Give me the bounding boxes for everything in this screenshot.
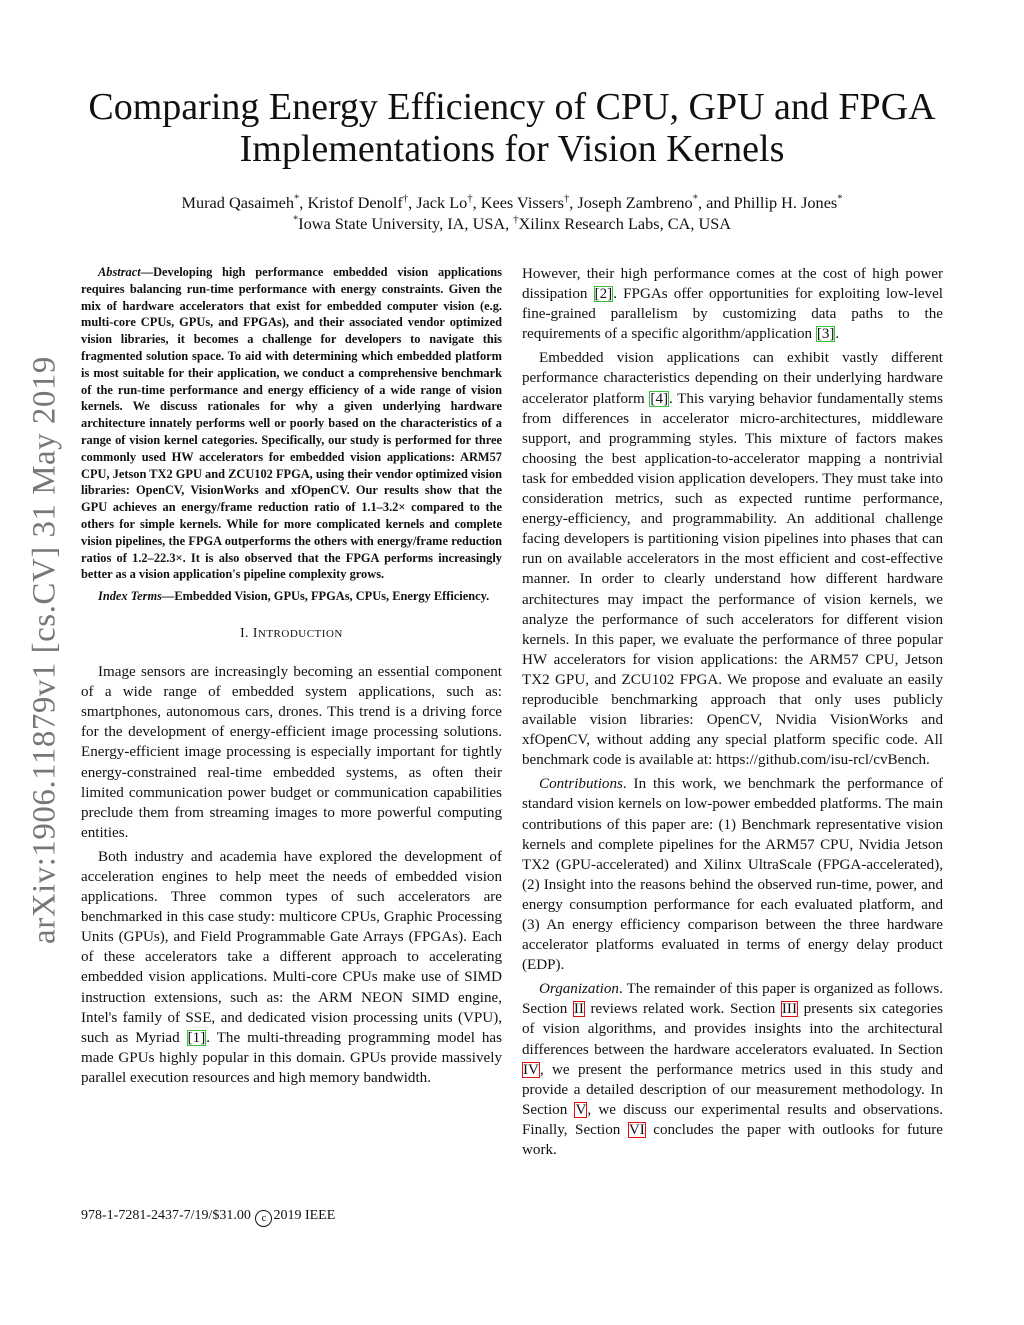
paragraph-text: . FPGAs offer opportunities for exploiting low-level fine-grained parallelism by customizing data paths to the requirements of a specific algorithm/application xyxy=(522,286,943,343)
affiliation-mark: † xyxy=(402,193,409,205)
abstract-label: Abstract xyxy=(98,265,141,279)
affiliation-mark: † xyxy=(467,193,473,205)
paragraph-text: Embedded vision applications can exhibit vastly different performance characteristics depending on their underlying hardware accelerator platform xyxy=(522,350,943,407)
section-initial: I xyxy=(252,624,258,640)
affiliation-mark: * xyxy=(292,214,299,226)
citation-link[interactable]: [2] xyxy=(594,286,613,303)
section-number: I. xyxy=(240,624,253,640)
abstract-text: —Developing high performance embedded vision applications requires balancing run-time performance with energy constraints. Given the mix of hardware accelerators that exist for embedded computer vision (e.g. multi-core CPUs, GPUs, and FPGAs), and their associated vendor optimized vision libraries, it becomes a challenge for developers to navigate this fragmented solution space. To aid with determining which embedded platform is most suitable for their application, we conduct a comprehensive benchmark of the run-time performance and energy efficiency of a wide range of vision kernels. We discuss rationales for why a given underlying hardware architecture innately performs well or poorly based on the characteristics of a range of vision kernel categories. Specifically, our study is performed for three commonly used HW accelerators for embedded vision applications: ARM57 CPU, Jetson TX2 GPU and ZCU102 FPGA, using their vendor optimized vision libraries: OpenCV, VisionWorks and xfOpenCV. Our results show that the GPU achieves an energy/frame reduction ratio of 1.1–3.2× compared to the others for simple kernels. While for more complicated kernels and complete vision pipelines, the FPGA outperforms the others with energy/frame reduction ratios of 1.2–22.3×. It is also observed that the FPGA performs increasingly better as a vision application's pipeline complexity grows. xyxy=(81,265,502,582)
abstract xyxy=(81,264,502,583)
paragraph-text: concludes the paper with outlooks for future work. xyxy=(522,1121,943,1159)
affiliation-mark: * xyxy=(294,193,300,205)
section-link[interactable]: V xyxy=(575,1101,587,1118)
copyright-icon: c xyxy=(255,1210,272,1227)
body-paragraph: Image sensors are increasingly becoming an essential component of a wide range of embedded system applications, such as: smartphones, autonomous cars, drones. This trend is a driving force for the development of energy-efficient image processing solutions. Energy-efficient image processing is especially important for tightly energy-constrained real-time embedded systems, as often their limited communication power budget or communication capabilities preclude them from streaming images to more powerful computing entities. xyxy=(81,664,502,841)
title-line-1: Comparing Energy Efficiency of CPU, GPU and FPGA xyxy=(88,86,936,128)
affiliation-mark: † xyxy=(564,193,570,205)
paper-title xyxy=(0,86,1024,170)
section-heading-introduction xyxy=(81,623,502,644)
affiliation-mark: * xyxy=(837,193,843,205)
section-link[interactable]: VI xyxy=(628,1121,645,1138)
affiliation-text: Iowa State University, IA, USA, xyxy=(298,214,514,233)
author-name: , Joseph Zambreno xyxy=(569,193,693,212)
paragraph-text: reviews related work. Section xyxy=(584,1001,781,1018)
paragraph-text: , we present the performance metrics used in this study and provide a detailed description of our measurement methodology. In Section xyxy=(522,1061,943,1118)
paragraph-lead: Contributions xyxy=(539,776,623,793)
section-link[interactable]: IV xyxy=(523,1061,539,1078)
arxiv-identifier-stamp: arXiv:1906.11879v1 [cs.CV] 31 May 2019 xyxy=(26,356,63,944)
index-terms-label: Index Terms xyxy=(98,589,162,604)
section-link[interactable]: II xyxy=(573,1001,584,1018)
author-name: , Kristof Denolf xyxy=(299,193,403,212)
paragraph-text: . The remainder of this paper is organized as follows. Section xyxy=(522,981,943,1018)
copyright-footer xyxy=(81,1208,335,1227)
author-list xyxy=(0,192,1024,213)
body-paragraph xyxy=(522,979,943,1160)
right-column xyxy=(522,264,943,1160)
affiliation-text: Xilinx Research Labs, CA, USA xyxy=(518,214,732,233)
affiliation-list xyxy=(0,213,1024,234)
paragraph-text: However, their high performance comes at the cost of high power dissipation xyxy=(522,266,943,303)
paragraph-text: . This varying behavior fundamentally stems from differences in accelerator micro-architectures, middleware support, and programming styles. This mixture of factors makes choosing the best application-to-accelerator mapping a nontrivial task for embedded vision application developers. They must take into consideration metrics, such as expected runtime performance, energy-efficiency, and programmability. An additional challenge facing developers is partitioning vision pipelines into phases that can run on available accelerators in the most efficient and cost-effective manner. In order to clearly understand how different hardware architectures may impact the performance of vision kernels, we analyze the performance of such accelerators for different vision kernels. In this paper, we evaluate the performance of three popular HW accelerators for vision applications: the ARM57 CPU, Jetson TX2 GPU, and ZCU102 FPGA. We propose and evaluate an easily reproducible benchmarking approach that only uses publicly available vision libraries: OpenCV, Nvidia VisionWorks and xfOpenCV, without adding any special platform specific code. All benchmark code is available at: https://github.com/isu-rcl/cvBench. xyxy=(522,390,943,769)
title-line-2: Implementations for Vision Kernels xyxy=(239,128,785,170)
author-name: , Jack Lo xyxy=(408,193,468,212)
citation-link[interactable]: [1] xyxy=(187,1029,206,1046)
paragraph-text: . xyxy=(835,326,840,343)
affiliation-mark: * xyxy=(692,193,698,205)
paragraph-text: Both industry and academia have explored the development of acceleration engines to help meet the needs of embedded vision applications. Three common types of such accelerators are benchmarked in this case study: multicore CPUs, Graphic Processing Units (GPUs), and Field Programmable Gate Arrays (FPGAs). Each of these accelerators take a different approach to accelerating embedded vision applications. Multi-core CPUs make use of SIMD instruction extensions, such as: the ARM NEON SIMD engine, Intel's family of SSE, and dedicated vision processing units (VPU), such as Myriad xyxy=(81,848,502,1046)
index-terms xyxy=(81,588,502,605)
paragraph-text: . The multi-threading programming model has made GPUs highly popular in this domain. GPUs provide massively parallel execution resources and high memory bandwidth. xyxy=(81,1029,502,1086)
index-terms-text: —Embedded Vision, GPUs, FPGAs, CPUs, Energy Efficiency. xyxy=(161,589,490,604)
body-paragraph xyxy=(81,847,502,1088)
affiliation-mark: † xyxy=(513,214,519,226)
section-link[interactable]: III xyxy=(781,1001,797,1018)
copyright-year-org: 2019 IEEE xyxy=(273,1208,336,1223)
left-column xyxy=(81,264,502,1088)
section-smallcaps: NTRODUCTION xyxy=(257,627,343,640)
author-name: Murad Qasaimeh xyxy=(181,193,295,212)
paragraph-text: , we discuss our experimental results and observations. Finally, Section xyxy=(522,1101,943,1138)
body-paragraph xyxy=(522,264,943,344)
paragraph-text: presents six categories of vision algorithms, and provides insights into the architectural differences between the hardware accelerators evaluated. In Section xyxy=(522,1001,943,1058)
paragraph-lead: Organization xyxy=(539,981,619,998)
body-paragraph xyxy=(522,774,943,975)
author-name: , and Phillip H. Jones xyxy=(697,193,838,212)
author-block xyxy=(0,192,1024,234)
isbn-price: 978-1-7281-2437-7/19/$31.00 xyxy=(81,1208,255,1223)
author-name: , Kees Vissers xyxy=(472,193,565,212)
citation-link[interactable]: [3] xyxy=(816,326,835,343)
paragraph-text: . In this work, we benchmark the performance of standard vision kernels on low-power embedded platforms. The main contributions of this paper are: (1) Benchmark representative vision kernels and complete pipelines for the ARM57 CPU, Nvidia Jetson TX2 (GPU-accelerated) and Xilinx UltraScale (FPGA-accelerated), (2) Insight into the reasons behind the observed run-time, power, and energy consumption performance for each evaluated platform, and (3) An energy efficiency comparison between the three hardware accelerator platforms evaluated in terms of energy delay product (EDP). xyxy=(522,776,943,974)
body-paragraph xyxy=(522,348,943,770)
citation-link[interactable]: [4] xyxy=(650,390,669,407)
